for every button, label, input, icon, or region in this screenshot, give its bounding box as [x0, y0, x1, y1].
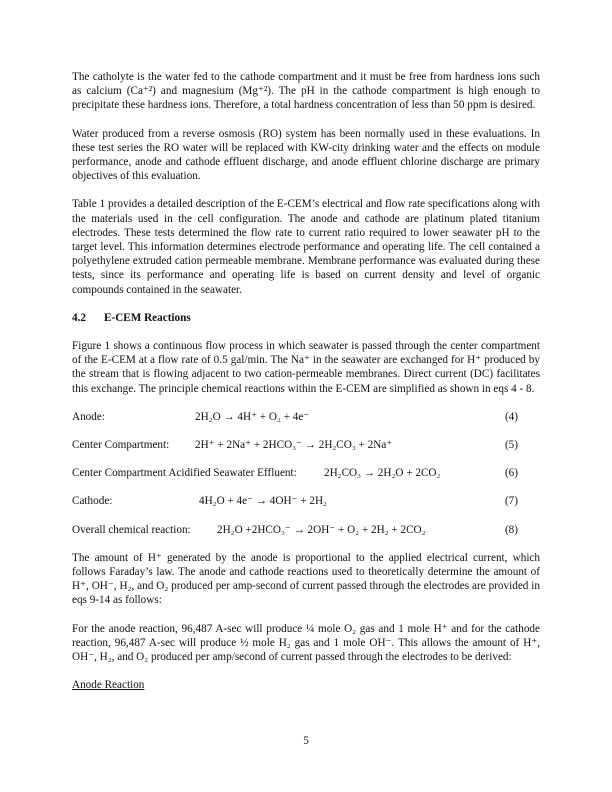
paragraph-ro-water: Water produced from a reverse osmosis (RO) system has been normally used in these evaluations. In these test series the RO water will be replaced with KW-city drinking water and the effects on module performance, anode and cathode effluent discharge, and anode effluent chlorine discharge are primary objectives of this evaluation.	[72, 127, 540, 183]
equation-6	[72, 466, 540, 480]
page-content	[72, 70, 540, 692]
anode-reaction-subheading: Anode Reaction	[72, 679, 145, 692]
paragraph-faraday: The amount of H⁺ generated by the anode is proportional to the applied electrical current, which follows Faraday’s law. The anode and cathode reactions used to theoretically determine the amount of H⁺, OH⁻, H₂, and O₂ produced per amp-second of current passed through the electrodes are provided in eqs 9-14 as follows:	[72, 551, 540, 607]
equation-expression: 2H⁺ + 2Na⁺ + 2HCO₃⁻ → 2H₂CO₃ + 2Na⁺	[195, 439, 393, 452]
equation-expression: 2H₂O +2HCO₃⁻ → 2OH⁻ + O₂ + 2H₂ + 2CO₂	[217, 523, 426, 536]
equation-number: (4)	[504, 410, 518, 423]
equation-number: (6)	[504, 467, 518, 480]
equation-number: (8)	[504, 523, 518, 536]
equation-label: Anode:	[72, 410, 105, 423]
paragraph-flow-process: Figure 1 shows a continuous flow process in which seawater is passed through the center compartment of the E-CEM at a flow rate of 0.5 gal/min. The Na⁺ in the seawater are exchanged for H⁺ produced by the stream that is flowing adjacent to two cation-permeable membranes. Direct current (DC) facilitates this exchange. The principle chemical reactions within the E-CEM are simplified as shown in eqs 4 - 8.	[72, 340, 540, 395]
page-number: 5	[303, 735, 309, 747]
equation-8	[72, 523, 540, 537]
equation-expression: 2H₂O → 4H⁺ + O₂ + 4e⁻	[195, 410, 310, 423]
equation-expression: 4H₂O + 4e⁻ → 4OH⁻ + 2H₂	[199, 495, 327, 508]
paragraph-anode-reaction: For the anode reaction, 96,487 A-sec will produce ¼ mole O₂ gas and 1 mole H⁺ and for the cathode reaction, 96,487 A-sec will produce ½ mole H₂ gas and 1 mole OH⁻. This allows the amount of H⁺, OH⁻, H₂, and O₂ produced per amp/second of current passed through the electrodes to be derived:	[72, 622, 540, 664]
section-title: E-CEM Reactions	[104, 311, 191, 324]
section-number: 4.2	[72, 311, 86, 324]
section-heading	[72, 311, 540, 325]
equation-label: Cathode:	[72, 495, 113, 508]
equation-number: (7)	[504, 495, 518, 508]
paragraph-catholyte: The catholyte is the water fed to the cathode compartment and it must be free from hardness ions such as calcium (Ca⁺²) and magnesium (Mg⁺²). The pH in the cathode compartment is high enough to precipitate these hardness ions. Therefore, a total hardness concentration of less than 50 ppm is desired.	[72, 71, 540, 112]
equation-label: Overall chemical reaction:	[72, 523, 191, 536]
equation-number: (5)	[504, 439, 518, 452]
equation-5	[72, 438, 540, 452]
equation-expression: 2H₂CO₃ → 2H₂O + 2CO₂	[324, 467, 441, 480]
equation-label: Center Compartment:	[72, 439, 170, 452]
equation-7	[72, 494, 540, 508]
equation-4	[72, 410, 540, 424]
equation-label: Center Compartment Acidified Seawater Effluent:	[72, 467, 297, 480]
paragraph-table-description: Table 1 provides a detailed description of the E-CEM’s electrical and flow rate specifications along with the materials used in the cell configuration. The anode and cathode are platinum plated titanium electrodes. These tests determined the flow rate to current ratio required to lower seawater pH to the target level. This information determines electrode performance and operating life. The cell contained a polyethylene extruded cation permeable membrane. Membrane performance was evaluated during these tests, since its performance and operating life is based on current density and level of organic compounds contained in the seawater.	[72, 198, 540, 296]
